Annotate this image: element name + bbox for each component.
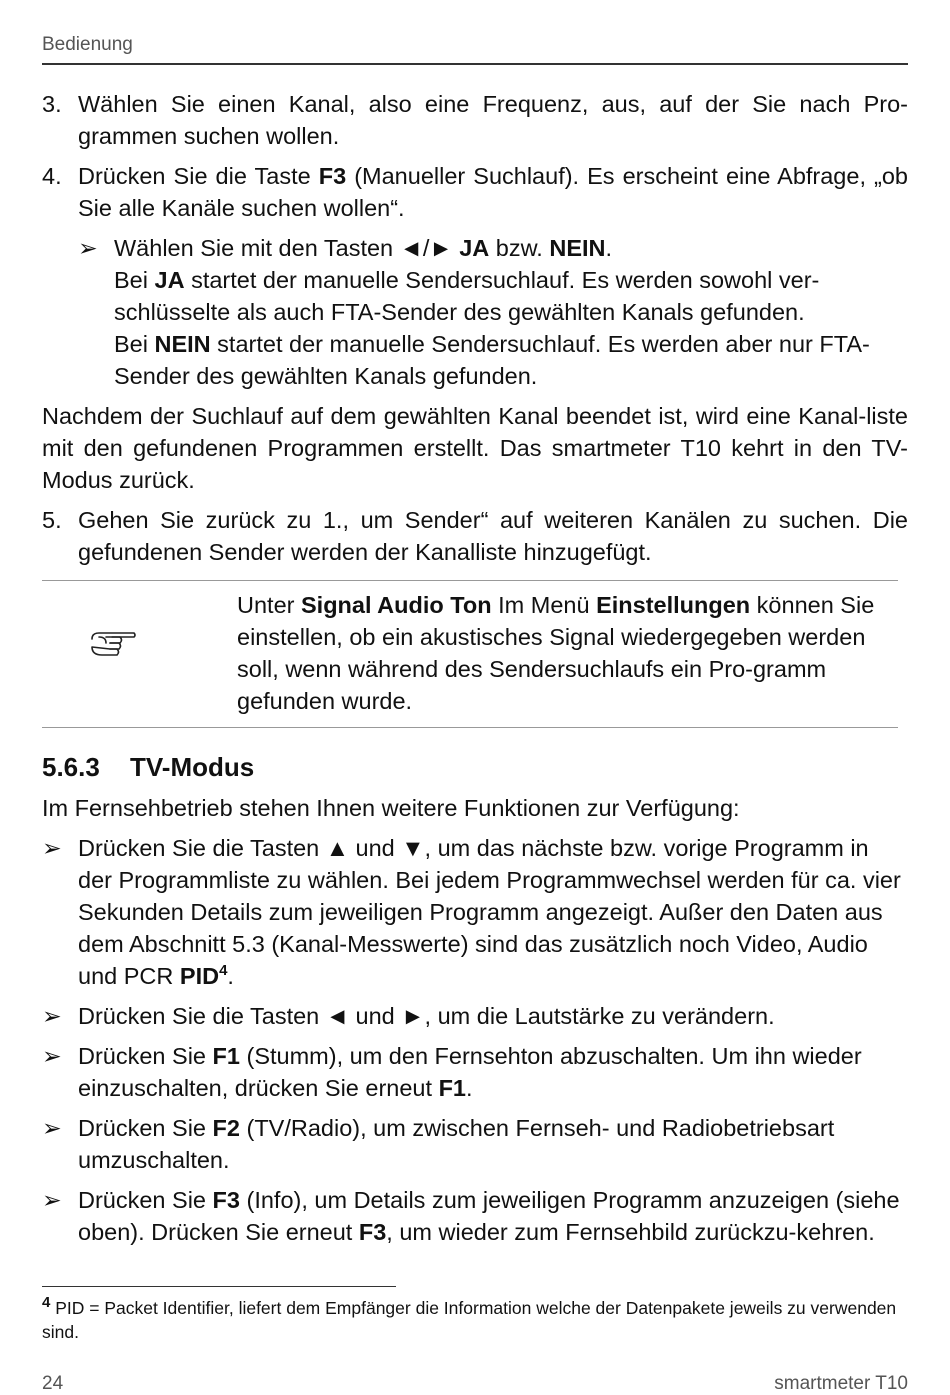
key-f1: F1 [438, 1075, 466, 1101]
option-nein: NEIN [154, 331, 211, 357]
bullet-text: Drücken Sie die Tasten ◄ und ►, um die Lautstärke zu verändern. [78, 1003, 775, 1029]
step-number: 4. [42, 163, 62, 189]
menu-einstellungen: Einstellungen [596, 592, 751, 618]
step-5 [42, 504, 908, 568]
step-text: Gehen Sie zurück zu 1., um Sender“ auf weiteren Kanälen zu suchen. Die gefundenen Sender werden der Kanalliste hinzugefügt. [78, 507, 908, 565]
bullet-info [42, 1184, 908, 1248]
sub-step-ja-nein [42, 232, 908, 392]
sub-step-line [114, 232, 908, 264]
sub-text: Wählen Sie mit den Tasten ◄/► [114, 235, 460, 261]
sub-step-ja-description [114, 264, 908, 328]
product-name: smartmeter T10 [774, 1373, 908, 1394]
manual-page [42, 0, 908, 1392]
bullet-volume [42, 1000, 908, 1032]
page-body [42, 88, 908, 1256]
section-number: 5.6.3 [42, 752, 100, 782]
arrow-bullet-icon: ➢ [42, 835, 62, 861]
bullet-program-switch [42, 832, 908, 992]
step-3 [42, 88, 908, 152]
arrow-bullet-icon: ➢ [42, 1003, 62, 1029]
step-text: Wählen Sie einen Kanal, also eine Frequenz, aus, auf der Sie nach Pro-grammen suchen wollen. [78, 91, 908, 149]
key-f3: F3 [358, 1219, 387, 1245]
step-text: (Manueller Suchlauf). Es erscheint eine Abfrage, „ob Sie alle Kanäle suchen wollen“. [78, 163, 908, 221]
bullet-text: . [466, 1075, 473, 1101]
note-text: Im Menü [491, 592, 597, 618]
step-number: 5. [42, 507, 62, 533]
pointing-hand-icon [90, 629, 138, 659]
footnote-divider [42, 1286, 396, 1287]
footnote-text: PID = Packet Identifier, liefert dem Empfänger die Information welche der Datenpakete jeweils zu verwenden sind. [42, 1298, 897, 1342]
option-nein: NEIN [549, 235, 606, 261]
header-divider [42, 63, 908, 65]
running-header: Bedienung [42, 34, 133, 55]
bullet-text: Drücken Sie [78, 1187, 213, 1213]
sub-text: startet der manuelle Sendersuchlauf. Es werden aber nur FTA-Sender des gewählten Kanals gefunden. [114, 331, 870, 389]
paragraph-channel-list: Nachdem der Suchlauf auf dem gewählten Kanal beendet ist, wird eine Kanal-liste mit den gefundenen Programmen erstellt. Das smartmeter T10 kehrt in den TV-Modus zurück. [42, 403, 908, 493]
sub-text: bzw. [489, 235, 550, 261]
step-text: Drücken Sie die Taste [78, 163, 319, 189]
key-f3: F3 [318, 163, 347, 189]
section-title: TV-Modus [130, 752, 255, 782]
sub-text: Bei [114, 331, 155, 357]
bullet-text: (TV/Radio), um zwischen Fernseh- und Radiobetriebsart umzuschalten. [78, 1115, 835, 1173]
arrow-bullet-icon: ➢ [78, 235, 98, 261]
step-4 [42, 160, 908, 224]
step-number: 3. [42, 91, 62, 117]
page-number: 24 [42, 1373, 64, 1394]
arrow-bullet-icon: ➢ [42, 1187, 62, 1213]
option-ja: JA [459, 235, 490, 261]
bullet-text: Drücken Sie [78, 1043, 213, 1069]
footnote-ref: 4 [219, 962, 228, 980]
menu-signal-audio-ton: Signal Audio Ton [301, 592, 492, 618]
term-pid: PID [179, 963, 220, 989]
hint-box [42, 580, 898, 728]
key-f2: F2 [212, 1115, 240, 1141]
key-f3: F3 [212, 1187, 240, 1213]
bullet-text: Drücken Sie [78, 1115, 213, 1141]
footnote [42, 1296, 908, 1344]
footnote-number: 4 [42, 1294, 51, 1312]
note-text: können Sie einstellen, ob ein akustisches Signal wiedergegeben werden soll, wenn während des Sendersuchlaufs ein Pro-gramm gefunden wurde. [237, 592, 875, 714]
bullet-text: (Info), um Details zum jeweiligen Programm anzuzeigen (siehe oben). Drücken Sie erneut [78, 1187, 900, 1245]
bullet-tv-radio [42, 1112, 908, 1176]
sub-text: startet der manuelle Sendersuchlauf. Es werden sowohl ver-schlüsselte als auch FTA-Sender des gewählten Kanals gefunden. [114, 267, 820, 325]
sub-text: . [605, 235, 613, 261]
option-ja: JA [154, 267, 185, 293]
key-f1: F1 [212, 1043, 240, 1069]
sub-text: Bei [114, 267, 155, 293]
bullet-mute [42, 1040, 908, 1104]
arrow-bullet-icon: ➢ [42, 1043, 62, 1069]
sub-step-nein-description [114, 328, 908, 392]
section-heading [42, 748, 908, 786]
bullet-text: . [227, 963, 234, 989]
arrow-bullet-icon: ➢ [42, 1115, 62, 1141]
note-text: Unter [237, 592, 301, 618]
bullet-text: , um wieder zum Fernsehbild zurückzu-kehren. [386, 1219, 875, 1245]
paragraph-intro: Im Fernsehbetrieb stehen Ihnen weitere Funktionen zur Verfügung: [42, 795, 740, 821]
bullet-text: (Stumm), um den Fernsehton abzuschalten. Um ihn wieder einzuschalten, drücken Sie erneut [78, 1043, 862, 1101]
bullet-text: Drücken Sie die Tasten ▲ und ▼, um das nächste bzw. vorige Programm in der Programmliste zu wählen. Bei jedem Programmwechsel werden für ca. vier Sekunden Details zum jeweiligen Programm angezeigt. Außer den Daten aus dem Abschnitt 5.3 (Kanal-Messwerte) sind das zusätzlich noch Video, Audio und PCR [78, 835, 901, 989]
